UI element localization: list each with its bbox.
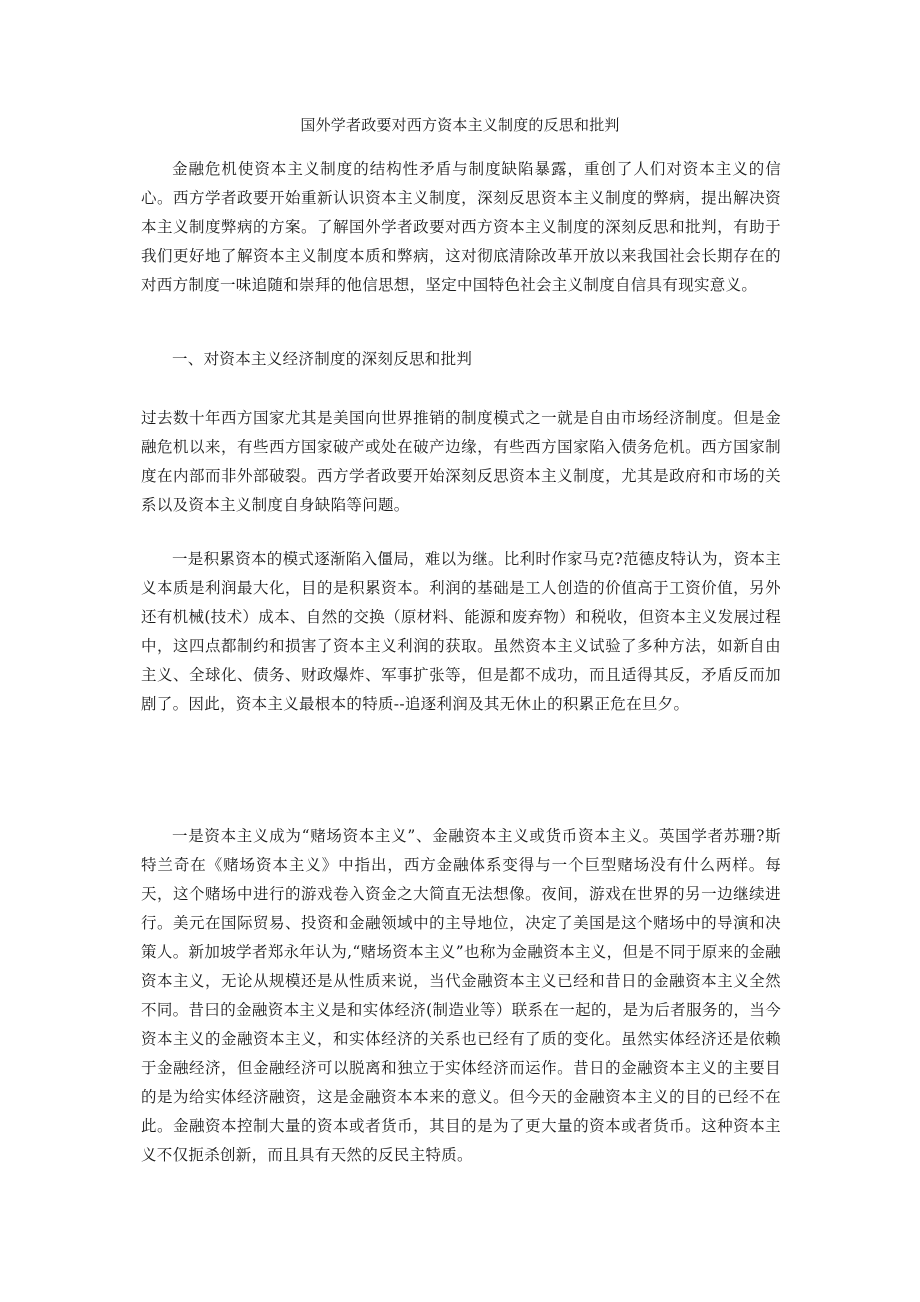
capital-accumulation-paragraph: 一是积累资本的模式逐渐陷入僵局，难以为继。比利时作家马克?范德皮特认为，资本主义本质是利润最大化，目的是积累资本。利润的基础是工人创造的价值高于工资价值，另外还有机械(技术）成本、自然的交换（原材料、能源和废弃物）和税收，但资本主义发展过程中，这四点都制约和损害了资本主义利润的获取。虽然资本主义试验了多种方法，如新自由主义、全球化、债务、财政爆炸、军事扩张等，但是都不成功，而且适得其反，矛盾反而加剧了。因此，资本主义最根本的特质--追逐利润及其无休止的积累正危在旦夕。 (141, 550, 782, 713)
document-title: 国外学者政要对西方资本主义制度的反思和批判 (300, 116, 620, 134)
section-heading: 一、对资本主义经济制度的深刻反思和批判 (172, 350, 473, 368)
intro-paragraph: 金融危机使资本主义制度的结构性矛盾与制度缺陷暴露，重创了人们对资本主义的信心。西方学者政要开始重新认识资本主义制度，深刻反思资本主义制度的弊病，提出解决资本主义制度弊病的方案。了解国外学者政要对西方资本主义制度的深刻反思和批判，有助于我们更好地了解资本主义制度本质和弊病，这对彻底清除改革开放以来我国社会长期存在的对西方制度一味追随和崇拜的他信思想，坚定中国特色社会主义制度自信具有现实意义。 (141, 160, 781, 294)
market-economy-paragraph: 过去数十年西方国家尤其是美国向世界推销的制度模式之一就是自由市场经济制度。但是金融危机以来，有些西方国家破产或处在破产边缘，有些西方国家陷入债务危机。西方国家制度在内部而非外部破裂。西方学者政要开始深刻反思资本主义制度，尤其是政府和市场的关系以及资本主义制度自身缺陷等问题。 (141, 409, 781, 514)
casino-capitalism-paragraph: 一是资本主义成为“赌场资本主义”、金融资本主义或货币资本主义。英国学者苏珊?斯特兰奇在《赌场资本主义》中指出，西方金融体系变得与一个巨型赌场没有什么两样。每天，这个赌场中进行的游戏卷入资金之大简直无法想像。夜间，游戏在世界的另一边继续进行。美元在国际贸易、投资和金融领域中的主导地位，决定了美国是这个赌场中的导演和决策人。新加坡学者郑永年认为,“赌场资本主义”也称为金融资本主义，但是不同于原来的金融资本主义，无论从规模还是从性质来说，当代金融资本主义已经和昔日的金融资本主义全然不同。昔曰的金融资本主义是和实体经济(制造业等）联系在一起的，是为后者服务的，当今资本主义的金融资本主义，和实体经济的关系也已经有了质的变化。虽然实体经济还是依赖于金融经济，但金融经济可以脱离和独立于实体经济而运作。昔日的金融资本主义的主要目的是为给实体经济融资，这是金融资本本来的意义。但今天的金融资本主义的目的已经不在此。金融资本控制大量的资本或者货币，其目的是为了更大量的资本或者货币。这种资本主义不仅扼杀创新，而且具有天然的反民主特质。 (141, 827, 781, 1164)
